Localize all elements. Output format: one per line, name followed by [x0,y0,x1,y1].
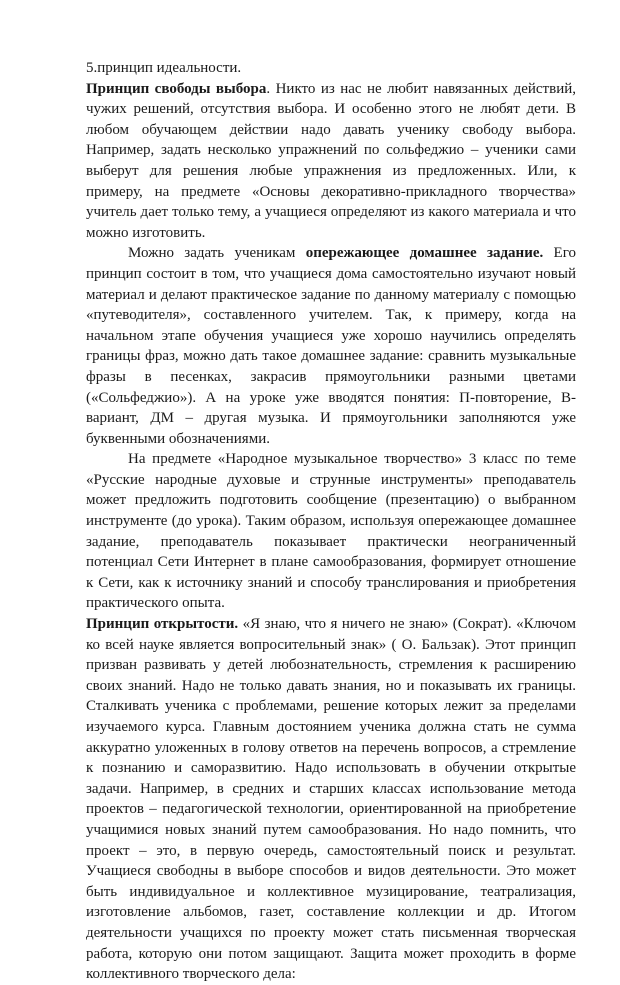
principle-title-openness: Принцип открытости. [86,616,239,633]
paragraph-text: . Никто из нас не любит навязанных действий, чужих решений, отсутствия выбора. И особенно этого не любят дети. В любом обучающем действии надо давать ученику свободу выбора. Например, задать несколько упражнений по сольфеджио – ученики сами выберут для решения любые упражнения из предложенных. Или, к примеру, на предмете «Основы декоративно-прикладного творчества» учитель дает только тему, а учащиеся определяют из какого материала и что можно изготовить. [86,80,576,241]
paragraph-advance-homework [86,243,576,449]
paragraph-folk-music [86,449,576,614]
paragraph-text-before: Можно задать ученикам [128,245,306,262]
paragraph-text: На предмете «Народное музыкальное творчество» 3 класс по теме «Русские народные духовые и струнные инструменты» преподаватель может предложить подготовить сообщение (презентацию) о выбранном инструменте (до урока). Таким образом, используя опережающее домашнее задание, преподаватель показывает практически неограниченный потенциал Сети Интернет в плане самообразования, формирует отношение к Сети, как к источнику знаний и способу транслирования и приобретения практического опыта. [86,451,576,612]
term-advance-homework: опережающее домашнее задание. [305,245,544,262]
document-page [86,58,576,985]
heading-line [86,58,576,79]
paragraph-freedom-of-choice [86,79,576,244]
principle-title-choice: Принцип свободы выбора [86,80,267,97]
paragraph-text: «Я знаю, что я ничего не знаю» (Сократ). «Ключом ко всей науке является вопросительный знак» ( О. Бальзак). Этот принцип призван развивать у детей любознательность, стремления к расширению своих знаний. Надо не только давать знания, но и показывать их границы. Сталкивать ученика с проблемами, решение которых лежит за пределами изучаемого курса. Главным достоянием ученика должна стать не сумма аккуратно уложенных в голову ответов на перечень вопросов, а стремление к познанию и саморазвитию. Надо использовать в обучении открытые задачи. Например, в средних и старших классах использование метода проектов – педагогической технологии, ориентированной на приобретение учащимися новых знаний путем самообразования. Но надо помнить, что проект – это, в первую очередь, самостоятельный поиск и результат. Учащиеся свободны в выборе способов и видов деятельности. Это может быть индивидуальное и коллективное музицирование, театрализация, изготовление альбомов, газет, составление коллекции и др. Итогом деятельности учащихся по проекту может стать письменная творческая работа, которую они потом защищают. Защита может проходить в форме коллективного творческого дела: [86,616,576,983]
heading-text: 5.принцип идеальности. [86,60,242,76]
paragraph-openness [86,614,576,985]
paragraph-text-after: Его принцип состоит в том, что учащиеся дома самостоятельно изучают новый материал и делают практическое задание по данному материалу с помощью «путеводителя», составленного учителем. Так, к примеру, когда на начальном этапе обучения учащиеся уже хорошо научились определять границы фраз, можно дать такое домашнее задание: сравнить музыкальные фразы в песенках, закрасив прямоугольники разными цветами («Сольфеджио»). А на уроке уже вводятся понятия: П-повторение, В-вариант, ДМ – другая музыка. И прямоугольники заполняются уже буквенными обозначениями. [86,245,576,447]
